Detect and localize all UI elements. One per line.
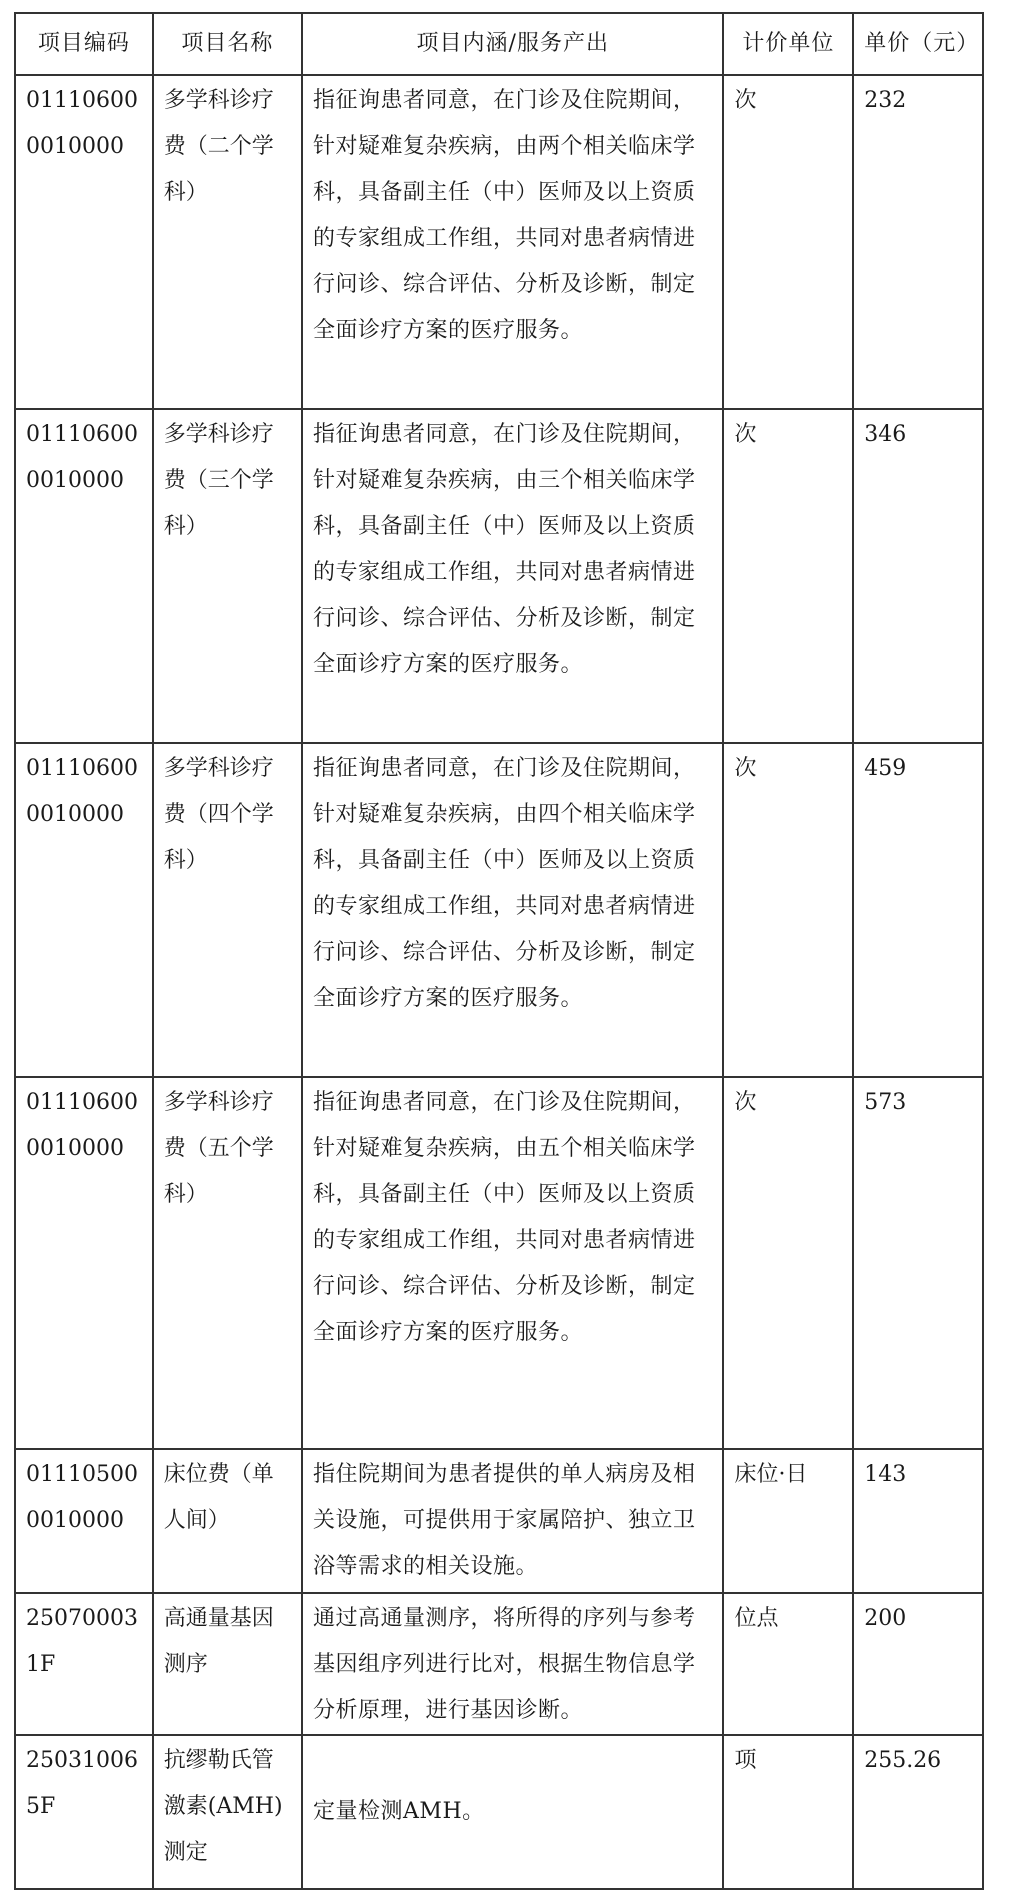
cell-price: 232 bbox=[853, 75, 983, 409]
header-code: 项目编码 bbox=[15, 13, 153, 75]
cell-name: 抗缪勒氏管激素(AMH)测定 bbox=[153, 1735, 302, 1889]
cell-unit: 次 bbox=[723, 743, 853, 1077]
table-row bbox=[15, 1593, 983, 1735]
cell-desc: 指征询患者同意，在门诊及住院期间，针对疑难复杂疾病，由三个相关临床学科，具备副主任（中）医师及以上资质的专家组成工作组，共同对患者病情进行问诊、综合评估、分析及诊断，制定全面诊疗方案的医疗服务。 bbox=[302, 409, 723, 743]
cell-name: 多学科诊疗费（三个学科） bbox=[153, 409, 302, 743]
price-document bbox=[14, 12, 984, 1890]
cell-price: 143 bbox=[853, 1449, 983, 1593]
cell-name: 多学科诊疗费（五个学科） bbox=[153, 1077, 302, 1449]
cell-desc: 指征询患者同意，在门诊及住院期间，针对疑难复杂疾病，由两个相关临床学科，具备副主任（中）医师及以上资质的专家组成工作组，共同对患者病情进行问诊、综合评估、分析及诊断，制定全面诊疗方案的医疗服务。 bbox=[302, 75, 723, 409]
table-row bbox=[15, 409, 983, 743]
header-price: 单价（元） bbox=[853, 13, 983, 75]
cell-desc: 指住院期间为患者提供的单人病房及相关设施，可提供用于家属陪护、独立卫浴等需求的相关设施。 bbox=[302, 1449, 723, 1593]
cell-price: 200 bbox=[853, 1593, 983, 1735]
cell-desc: 指征询患者同意，在门诊及住院期间，针对疑难复杂疾病，由四个相关临床学科，具备副主任（中）医师及以上资质的专家组成工作组，共同对患者病情进行问诊、综合评估、分析及诊断，制定全面诊疗方案的医疗服务。 bbox=[302, 743, 723, 1077]
header-desc: 项目内涵/服务产出 bbox=[302, 13, 723, 75]
cell-name: 多学科诊疗费（二个学科） bbox=[153, 75, 302, 409]
price-table bbox=[14, 12, 984, 1890]
cell-code: 011106000010000 bbox=[15, 743, 153, 1077]
cell-unit: 床位·日 bbox=[723, 1449, 853, 1593]
table-row bbox=[15, 743, 983, 1077]
cell-unit: 项 bbox=[723, 1735, 853, 1889]
table-row bbox=[15, 75, 983, 409]
cell-price: 346 bbox=[853, 409, 983, 743]
cell-name: 多学科诊疗费（四个学科） bbox=[153, 743, 302, 1077]
header-name: 项目名称 bbox=[153, 13, 302, 75]
cell-code: 011106000010000 bbox=[15, 1077, 153, 1449]
table-row bbox=[15, 1735, 983, 1889]
cell-code: 250310065F bbox=[15, 1735, 153, 1889]
header-unit: 计价单位 bbox=[723, 13, 853, 75]
cell-desc: 通过高通量测序，将所得的序列与参考基因组序列进行比对，根据生物信息学分析原理，进行基因诊断。 bbox=[302, 1593, 723, 1735]
cell-code: 250700031F bbox=[15, 1593, 153, 1735]
cell-code: 011106000010000 bbox=[15, 409, 153, 743]
cell-unit: 次 bbox=[723, 75, 853, 409]
table-header-row bbox=[15, 13, 983, 75]
cell-unit: 次 bbox=[723, 1077, 853, 1449]
cell-unit: 位点 bbox=[723, 1593, 853, 1735]
cell-code: 011105000010000 bbox=[15, 1449, 153, 1593]
cell-price: 255.26 bbox=[853, 1735, 983, 1889]
cell-name: 床位费（单人间） bbox=[153, 1449, 302, 1593]
table-row bbox=[15, 1449, 983, 1593]
cell-desc: 指征询患者同意，在门诊及住院期间，针对疑难复杂疾病，由五个相关临床学科，具备副主任（中）医师及以上资质的专家组成工作组，共同对患者病情进行问诊、综合评估、分析及诊断，制定全面诊疗方案的医疗服务。 bbox=[302, 1077, 723, 1449]
cell-price: 459 bbox=[853, 743, 983, 1077]
cell-name: 高通量基因测序 bbox=[153, 1593, 302, 1735]
cell-desc: 定量检测AMH。 bbox=[302, 1735, 723, 1889]
table-row bbox=[15, 1077, 983, 1449]
cell-price: 573 bbox=[853, 1077, 983, 1449]
cell-code: 011106000010000 bbox=[15, 75, 153, 409]
cell-unit: 次 bbox=[723, 409, 853, 743]
